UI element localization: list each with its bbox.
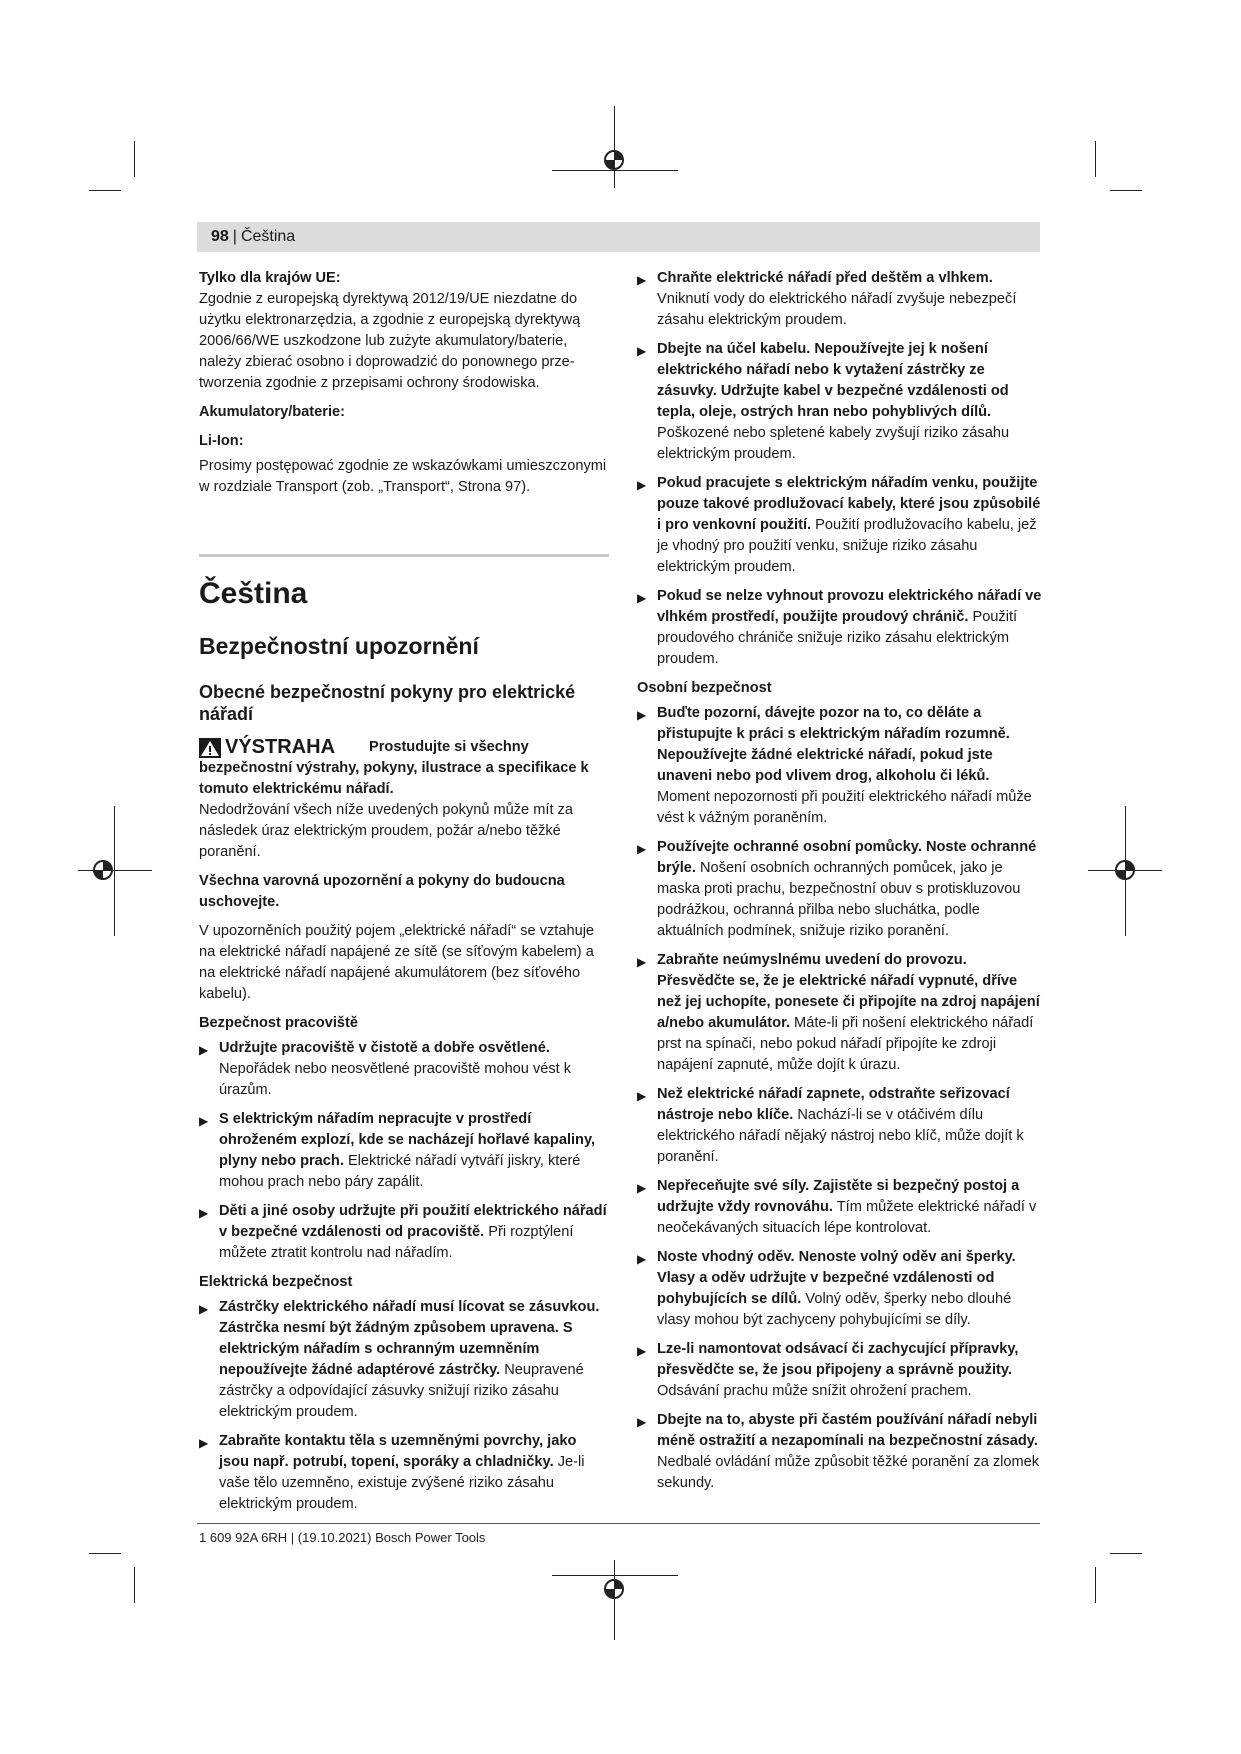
item-bold: Udržujte pracoviště v čistotě a dobře osvětlené.: [219, 1040, 550, 1056]
bullet-arrow-icon: ▶: [637, 1344, 647, 1358]
work-area-list: [199, 1038, 609, 1264]
keep-instructions: Všechna varovná upozornění a pokyny do budoucna uschovejte.: [199, 873, 565, 910]
item-text: Při rozptýlení můžete ztratit kontrolu nad nářadím.: [219, 1224, 574, 1261]
item-text: Volný oděv, šperky nebo dlouhé vlasy mohou být zachyceny pohybujícími se díly.: [657, 1291, 1012, 1328]
bullet-arrow-icon: ▶: [199, 1436, 209, 1450]
list-item: [199, 1109, 609, 1193]
item-bold: S elektrickým nářadím nepracujte v prostředí ohroženém explozí, kde se nacházejí hořlavé kapaliny, plyny nebo prach.: [219, 1111, 596, 1169]
crosshair-registration-icon: [600, 1575, 628, 1603]
battery-heading: Akumulatory/baterie:: [199, 404, 345, 420]
right-column: [637, 268, 1042, 1502]
item-text: Použití prodlužovacího kabelu, jež je vhodný pro použití venku, snižuje riziko zásahu elektrickým proudem.: [657, 517, 1037, 575]
item-bold: Zástrčky elektrického nářadí musí lícovat se zásuvkou. Zástrčka nesmí být žádným způsobem upravena. S elektrickým nářadím s ochranným uzemněním nepoužívejte žádné adaptérové zástrčky.: [219, 1299, 600, 1378]
item-bold: Dbejte na to, abyste při častém používání nářadí nebyli méně ostražití a nezapomínali na bezpečnostní zásady.: [657, 1412, 1038, 1449]
bullet-arrow-icon: ▶: [637, 842, 647, 856]
crop-mark-top-right-v: [1095, 141, 1096, 177]
bullet-arrow-icon: ▶: [199, 1206, 209, 1220]
crosshair-registration-icon: [600, 146, 628, 174]
crop-mark-bottom-right-h: [1110, 1553, 1142, 1554]
item-text: Moment nepozornosti při použití elektrického nářadí může vést k vážným poraněním.: [657, 789, 1032, 826]
item-bold: Pokud se nelze vyhnout provozu elektrického nářadí ve vlhkém prostředí, použijte proudový chránič.: [657, 588, 1042, 625]
eu-heading: Tylko dla krajów UE:: [199, 270, 341, 286]
item-text: Je-li vaše tělo uzemněno, existuje zvýšené riziko zásahu elektrickým proudem.: [219, 1454, 585, 1512]
item-bold: Než elektrické nářadí zapnete, odstraňte seřizovací nástroje nebo klíče.: [657, 1086, 1010, 1123]
item-text: Použití proudového chrániče snižuje riziko zásahu elektrickým proudem.: [657, 609, 1018, 667]
list-item: [637, 703, 1042, 829]
header-separator: |: [232, 228, 237, 245]
item-text: Máte-li při nošení elektrického nářadí prst na spínači, nebo pokud nářadí připojíte ke zdroji napájení zapnuté, může dojít k úrazu.: [657, 1015, 1034, 1073]
item-text: Nošení osobních ochranných pomůcek, jako je maska proti prachu, bezpečnostní obuv s protiskluzovou podrážkou, ochranná přilba nebo sluchátka, podle aktuálních podmínek, snižuje riziko poranění.: [657, 860, 1021, 939]
bullet-arrow-icon: ▶: [199, 1114, 209, 1128]
warning-text: Nedodržování všech níže uvedených pokynů může mít za následek úraz elektrickým proudem, požár a/nebo těžké poranění.: [199, 802, 573, 860]
section-divider: [199, 554, 609, 557]
item-text: Nachází-li se v otáčivém dílu elektrického nářadí nějaký nástroj nebo klíč, může dojít k poranění.: [657, 1107, 1024, 1165]
item-bold: Pokud pracujete s elektrickým nářadím venku, použijte pouze takové prodlužovací kabely, které jsou způsobilé i pro venkovní použití.: [657, 475, 1041, 533]
bullet-arrow-icon: ▶: [637, 1181, 647, 1195]
list-item: [199, 1201, 609, 1264]
item-bold: Lze-li namontovat odsávací či zachycující přípravky, přesvědčte se, že jsou připojeny a správně použity.: [657, 1341, 1019, 1378]
bullet-arrow-icon: ▶: [637, 478, 647, 492]
liion-heading: Li-Ion:: [199, 433, 244, 449]
bullet-arrow-icon: ▶: [637, 1415, 647, 1429]
bullet-arrow-icon: ▶: [637, 1252, 647, 1266]
list-item: [637, 837, 1042, 942]
bullet-arrow-icon: ▶: [637, 955, 647, 969]
crop-mark-bottom-left-v: [134, 1567, 135, 1603]
term-definition: V upozorněních použitý pojem „elektrické nářadí“ se vztahuje na elektrické nářadí napájené ze sítě (se síťovým kabelem) a na elektrické nářadí napájené akumulátorem (bez síťového kabelu).: [199, 923, 595, 1002]
item-text: Odsávání prachu může snížit ohrožení prachem.: [657, 1383, 972, 1399]
item-bold: Děti a jiné osoby udržujte při použití elektrického nářadí v bezpečné vzdálenosti od pracoviště.: [219, 1203, 607, 1240]
crop-mark-top-left-h: [89, 190, 121, 191]
item-text: Tím můžete elektrické nářadí v neočekávaných situacích lépe kontrolovat.: [657, 1199, 1037, 1236]
bullet-arrow-icon: ▶: [637, 708, 647, 722]
general-safety-title: Obecné bezpečnostní pokyny pro elektrické nářadí: [199, 682, 576, 724]
item-bold: Noste vhodný oděv. Nenoste volný oděv ani šperky. Vlasy a oděv udržujte v bezpečné vzdálenosti od pohybujících se dílů.: [657, 1249, 1016, 1307]
electrical-list-left: [199, 1297, 609, 1515]
list-item: [637, 473, 1042, 578]
page-header: [197, 222, 1040, 252]
list-item: [637, 339, 1042, 465]
header-section: Čeština: [240, 228, 296, 245]
item-text: Poškozené nebo spletené kabely zvyšují riziko zásahu elektrickým proudem.: [657, 425, 1010, 462]
personal-safety-heading: Osobní bezpečnost: [637, 680, 772, 696]
item-bold: Dbejte na účel kabelu. Nepoužívejte jej k nošení elektrického nářadí nebo k vytažení zástrčky ze zásuvky. Udržujte kabel v bezpečné vzdálenosti od tepla, oleje, ostrých hran nebo pohyblivých dílů.: [657, 341, 1009, 420]
warning-label-text: VÝSTRAHA: [225, 736, 336, 758]
list-item: [637, 1084, 1042, 1168]
warning-block: [199, 737, 609, 863]
item-bold: Chraňte elektrické nářadí před deštěm a vlhkem.: [657, 270, 993, 286]
crop-mark-top-right-h: [1110, 190, 1142, 191]
warning-bold-text: Prostudujte si všechny bezpečnostní výstrahy, pokyny, ilustrace a specifikace k tomuto elektrickému nářadí.: [199, 739, 589, 797]
safety-title: Bezpečnostní upozornění: [199, 633, 479, 659]
warning-triangle-icon: [199, 738, 221, 758]
bullet-arrow-icon: ▶: [199, 1043, 209, 1057]
bullet-arrow-icon: ▶: [199, 1302, 209, 1316]
bullet-arrow-icon: ▶: [637, 344, 647, 358]
list-item: [637, 1176, 1042, 1239]
left-column: [199, 268, 609, 1523]
page-footer: 1 609 92A 6RH | (19.10.2021) Bosch Power Tools: [199, 1530, 486, 1545]
bullet-arrow-icon: ▶: [637, 591, 647, 605]
item-bold: Používejte ochranné osobní pomůcky. Noste ochranné brýle.: [657, 839, 1037, 876]
list-item: [637, 586, 1042, 670]
crosshair-registration-icon: [1111, 856, 1139, 884]
item-bold: Buďte pozorní, dávejte pozor na to, co děláte a přistupujte k práci s elektrickým nářadím rozumně. Nepoužívejte žádné elektrické nářadí, pokud jste unaveni nebo pod vlivem drog, alkoholu či léků.: [657, 705, 1010, 784]
item-text: Nedbalé ovládání může způsobit těžké poranění za zlomek sekundy.: [657, 1454, 1040, 1491]
crop-mark-bottom-left-h: [89, 1553, 121, 1554]
electrical-safety-heading: Elektrická bezpečnost: [199, 1274, 353, 1290]
list-item: [637, 268, 1042, 331]
personal-safety-list: [637, 703, 1042, 1494]
list-item: [637, 1410, 1042, 1494]
item-text: Elektrické nářadí vytváří jiskry, které mohou prach nebo páry zapálit.: [219, 1153, 581, 1190]
list-item: [637, 950, 1042, 1076]
list-item: [199, 1038, 609, 1101]
list-item: [199, 1297, 609, 1423]
item-bold: Zabraňte kontaktu těla s uzemněnými povrchy, jako jsou např. potrubí, topení, sporáky a chladničky.: [219, 1433, 577, 1470]
crop-mark-bottom-right-v: [1095, 1567, 1096, 1603]
item-text: Vniknutí vody do elektrického nářadí zvyšuje nebezpečí zásahu elektrickým proudem.: [657, 291, 1017, 328]
eu-text: Zgodnie z europejską dyrektywą 2012/19/UE niezdatne do użytku elektronarzędzia, a zgodnie z europejską dyrektywą 2006/66/WE uszkodzone lub zużyte akumulatory/baterie, należy zbierać osobno i doprowadzić do ponownego przetworzenia zgodnie z przepisami ochrony środowiska.: [199, 291, 581, 391]
list-item: [637, 1339, 1042, 1402]
list-item: [199, 1431, 609, 1515]
electrical-list-right: [637, 268, 1042, 670]
bullet-arrow-icon: ▶: [637, 1089, 647, 1103]
list-item: [637, 1247, 1042, 1331]
liion-text: Prosimy postępować zgodnie ze wskazówkami umieszczonymi w rozdziale Transport (zob. „Transport“, Strona 97).: [199, 458, 607, 495]
item-bold: Nepřeceňujte své síly. Zajistěte si bezpečný postoj a udržujte vždy rovnováhu.: [657, 1178, 1020, 1215]
footer-rule: [197, 1523, 1040, 1524]
crosshair-registration-icon: [89, 856, 117, 884]
bullet-arrow-icon: ▶: [637, 273, 647, 287]
item-text: Neupravené zástrčky a odpovídající zásuvky snižují riziko zásahu elektrickým proudem.: [219, 1362, 584, 1420]
item-bold: Zabraňte neúmyslnému uvedení do provozu. Přesvědčte se, že je elektrické nářadí vypnuté, dříve než jej uchopíte, ponesete či připojíte na zdroj napájení a/nebo akumulátor.: [657, 952, 1040, 1031]
work-area-heading: Bezpečnost pracoviště: [199, 1015, 358, 1031]
language-title: Čeština: [199, 577, 308, 610]
page-number: 98: [211, 228, 229, 245]
warning-label: [199, 737, 359, 758]
item-text: Nepořádek nebo neosvětlené pracoviště mohou vést k úrazům.: [219, 1061, 572, 1098]
crop-mark-top-left-v: [134, 141, 135, 177]
